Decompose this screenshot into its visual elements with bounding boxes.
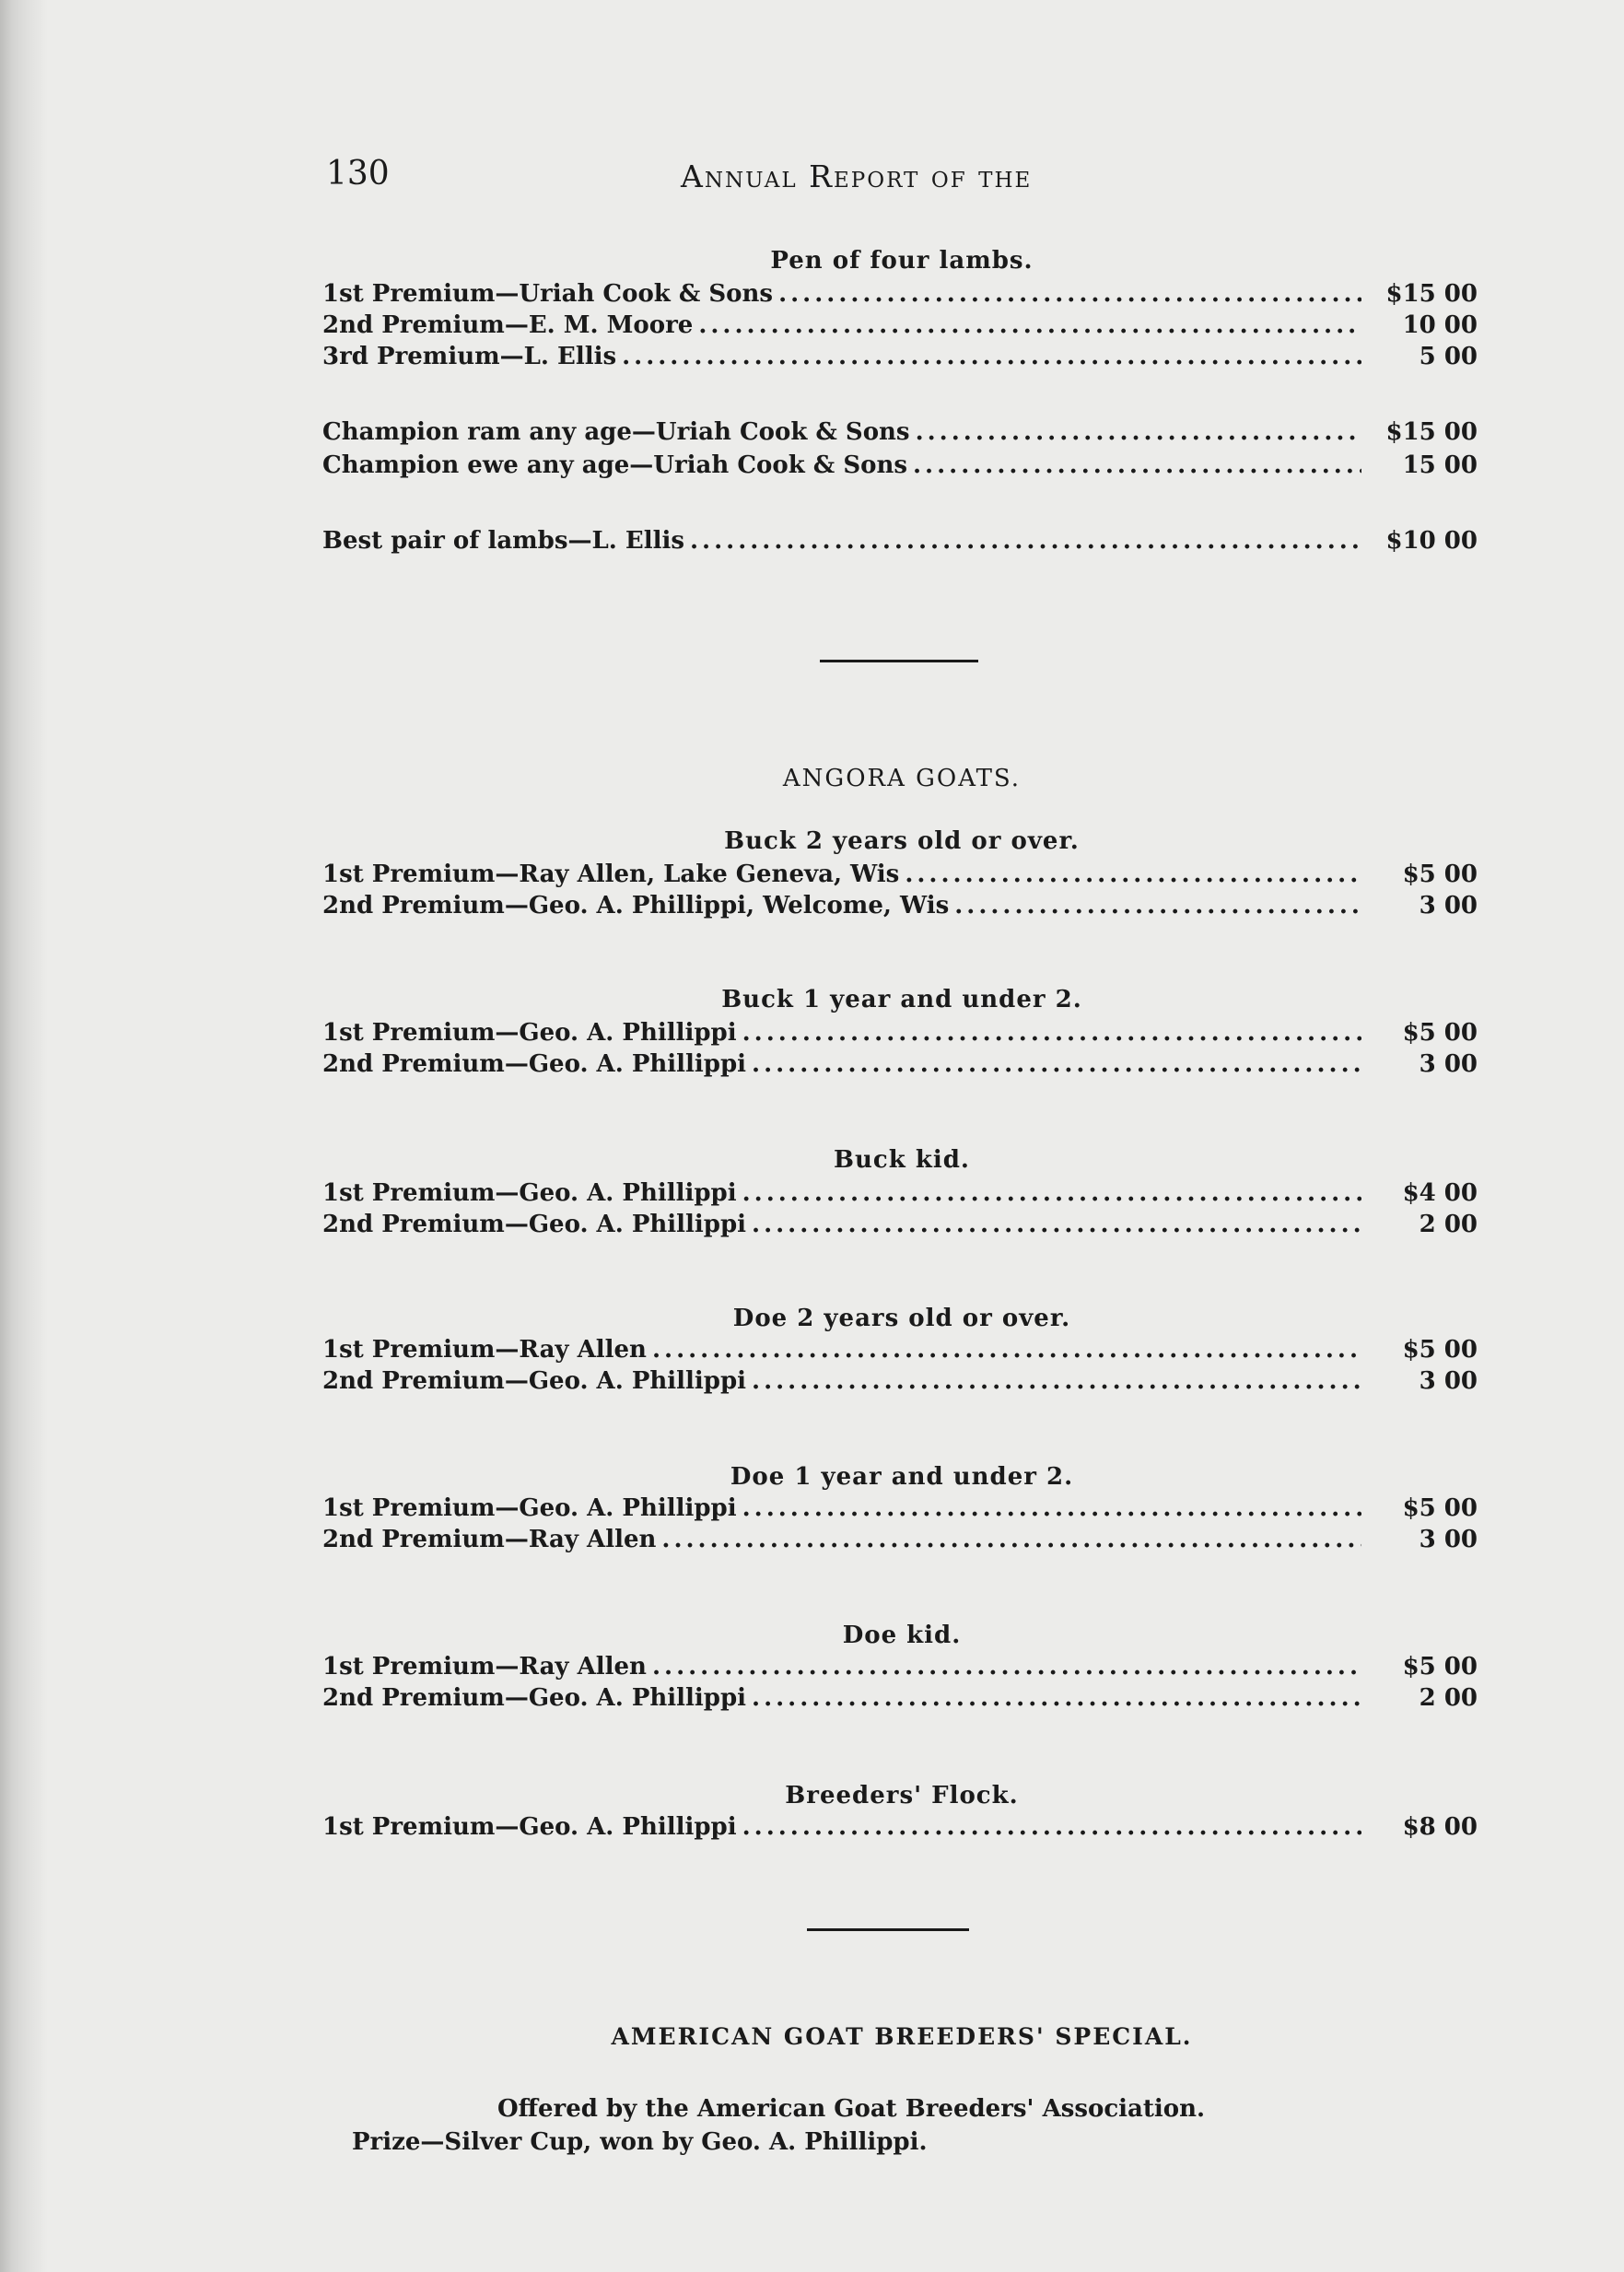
row-amount: 5 00 [1419, 343, 1478, 370]
row-label: 1st Premium—Ray Allen, Lake Geneva, Wis [322, 861, 900, 888]
row-label: 2nd Premium—Geo. A. Phillippi [322, 1684, 747, 1712]
dot-leader [778, 280, 1361, 308]
row-amount: 3 00 [1419, 1367, 1478, 1395]
row-amount: 2 00 [1419, 1684, 1478, 1712]
row-label: 1st Premium—Geo. A. Phillippi [322, 1019, 737, 1047]
section-divider [820, 660, 978, 662]
table-row [322, 1050, 1478, 1082]
table-row [322, 1019, 1478, 1050]
special-offered-by: Offered by the American Goat Breeders' Association. [497, 2095, 1206, 2123]
row-label: 1st Premium—Uriah Cook & Sons [322, 280, 774, 308]
table-row [322, 1684, 1478, 1716]
dot-leader [742, 1494, 1361, 1522]
table-row [322, 892, 1478, 923]
dot-leader [652, 1653, 1361, 1681]
dot-leader [752, 1367, 1361, 1395]
row-label: 3rd Premium—L. Ellis [322, 343, 617, 370]
section-title-buck-1: Buck 1 year and under 2. [721, 986, 1082, 1013]
dot-leader [742, 1813, 1361, 1841]
table-row [322, 280, 1478, 311]
table-row [322, 1813, 1478, 1845]
row-label: 1st Premium—Geo. A. Phillippi [322, 1494, 737, 1522]
section-title-pen-lambs: Pen of four lambs. [770, 247, 1034, 275]
row-label: 1st Premium—Geo. A. Phillippi [322, 1813, 737, 1841]
section-title-buck-kid: Buck kid. [834, 1146, 970, 1174]
row-label: 2nd Premium—Geo. A. Phillippi, Welcome, Wis [322, 892, 950, 919]
section-heading-angora-goats: ANGORA GOATS. [782, 765, 1022, 792]
table-row [322, 343, 1478, 374]
dot-leader [661, 1526, 1361, 1553]
table-row [322, 527, 1478, 558]
dot-leader [913, 451, 1361, 479]
table-row [322, 311, 1478, 343]
row-label: 1st Premium—Ray Allen [322, 1653, 647, 1681]
table-row [322, 861, 1478, 892]
row-label: 2nd Premium—E. M. Moore [322, 311, 694, 339]
row-amount: $15 00 [1385, 280, 1478, 308]
row-amount: 2 00 [1419, 1211, 1478, 1238]
row-amount: 10 00 [1402, 311, 1478, 339]
row-amount: $5 00 [1402, 1336, 1478, 1364]
row-label: 2nd Premium—Ray Allen [322, 1526, 657, 1553]
dot-leader [954, 892, 1361, 919]
dot-leader [905, 861, 1361, 888]
dot-leader [652, 1336, 1361, 1364]
section-title-buck-2: Buck 2 years old or over. [724, 827, 1080, 855]
section-heading-special: AMERICAN GOAT BREEDERS' SPECIAL. [611, 2023, 1193, 2050]
row-label: 1st Premium—Ray Allen [322, 1336, 647, 1364]
row-label: 1st Premium—Geo. A. Phillippi [322, 1179, 737, 1207]
row-amount: 15 00 [1402, 451, 1478, 479]
dot-leader [690, 527, 1361, 555]
section-title-doe-kid: Doe kid. [842, 1622, 962, 1649]
table-row [322, 1211, 1478, 1242]
row-amount: $10 00 [1385, 527, 1478, 555]
section-title-doe-1: Doe 1 year and under 2. [730, 1463, 1074, 1491]
row-amount: $8 00 [1402, 1813, 1478, 1841]
dot-leader [752, 1211, 1361, 1238]
page-header [326, 155, 1478, 201]
dot-leader [752, 1684, 1361, 1712]
row-amount: $5 00 [1402, 861, 1478, 888]
table-row [322, 418, 1478, 450]
table-row [322, 1367, 1478, 1399]
row-amount: $4 00 [1402, 1179, 1478, 1207]
book-spine-shadow [0, 0, 48, 2272]
row-amount: 3 00 [1419, 1050, 1478, 1078]
dot-leader [742, 1019, 1361, 1047]
row-amount: $5 00 [1402, 1494, 1478, 1522]
table-row [322, 451, 1478, 483]
row-label: 2nd Premium—Geo. A. Phillippi [322, 1211, 747, 1238]
table-row [322, 1494, 1478, 1526]
table-row [322, 1336, 1478, 1367]
dot-leader [622, 343, 1361, 370]
row-amount: 3 00 [1419, 1526, 1478, 1553]
special-prize: Prize—Silver Cup, won by Geo. A. Phillippi. [352, 2128, 928, 2156]
row-amount: $5 00 [1402, 1653, 1478, 1681]
row-label: 2nd Premium—Geo. A. Phillippi [322, 1367, 747, 1395]
row-amount: $15 00 [1385, 418, 1478, 446]
row-amount: 3 00 [1419, 892, 1478, 919]
dot-leader [698, 311, 1361, 339]
dot-leader [742, 1179, 1361, 1207]
row-label: Champion ram any age—Uriah Cook & Sons [322, 418, 910, 446]
table-row [322, 1179, 1478, 1211]
row-amount: $5 00 [1402, 1019, 1478, 1047]
table-row [322, 1526, 1478, 1557]
page-number: 130 [326, 155, 390, 193]
section-title-doe-2: Doe 2 years old or over. [732, 1305, 1071, 1332]
section-divider [807, 1928, 969, 1931]
row-label: Champion ewe any age—Uriah Cook & Sons [322, 451, 907, 479]
row-label: Best pair of lambs—L. Ellis [322, 527, 684, 555]
dot-leader [752, 1050, 1361, 1078]
running-title: Annual Report of the [681, 158, 1033, 194]
table-row [322, 1653, 1478, 1684]
dot-leader [916, 418, 1361, 446]
section-title-breeders-flock: Breeders' Flock. [785, 1782, 1019, 1809]
row-label: 2nd Premium—Geo. A. Phillippi [322, 1050, 747, 1078]
